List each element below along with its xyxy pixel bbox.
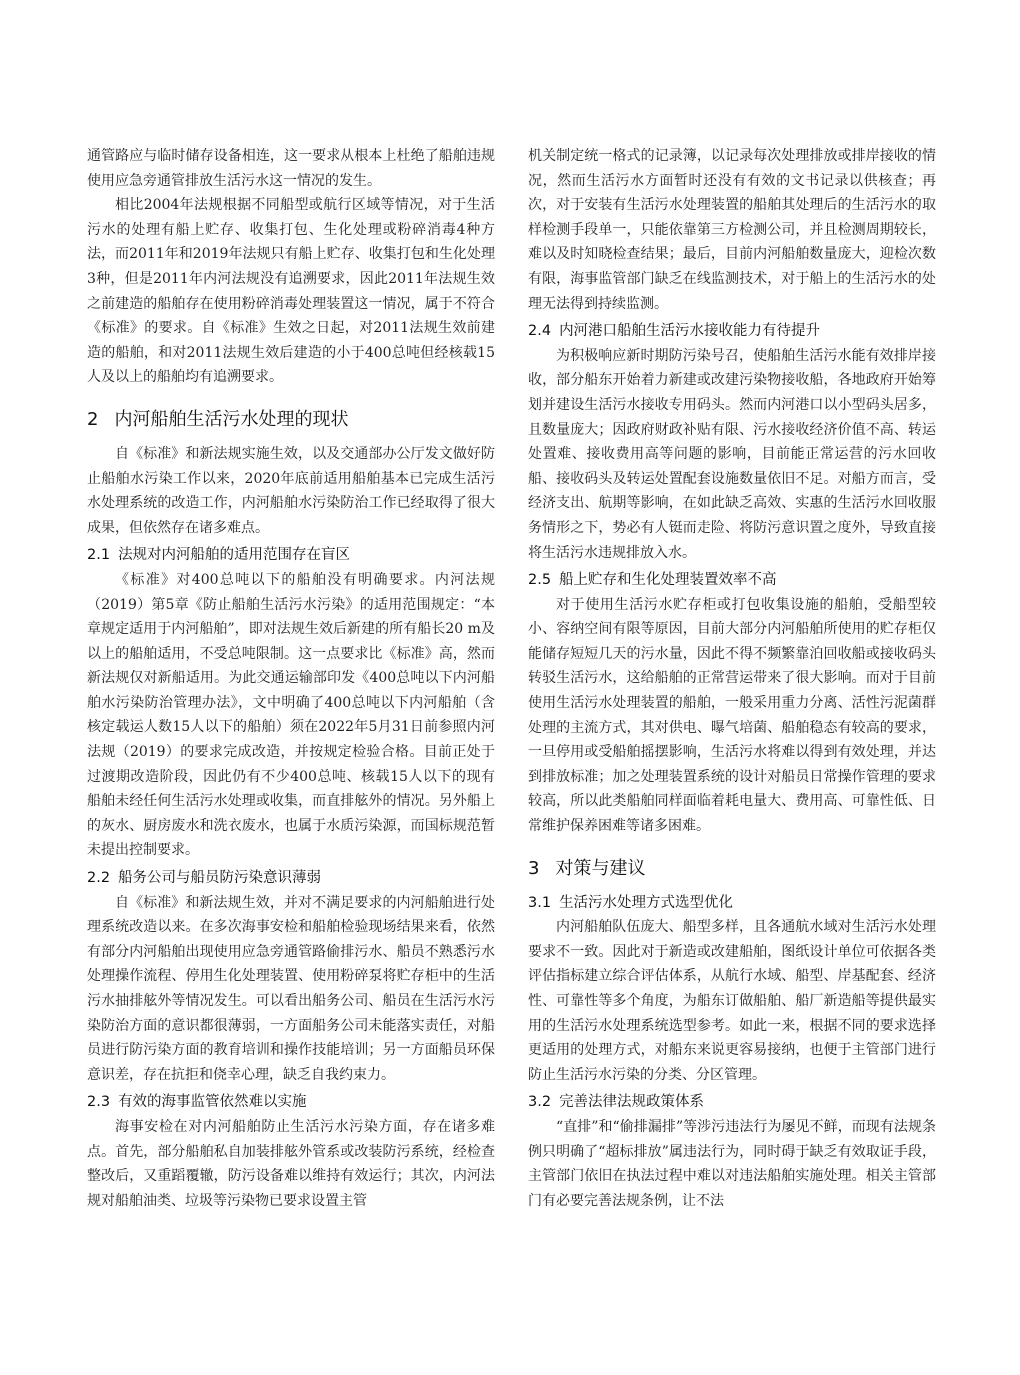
section-number: 2 [87, 408, 99, 430]
section-heading [87, 408, 495, 432]
subsection-title: 生活污水处理方式选型优化 [559, 894, 734, 911]
subsection-title: 完善法律法规政策体系 [559, 1094, 705, 1111]
paragraph: 自《标准》和新法规生效，并对不满足要求的内河船舶进行处理系统改造以来。在多次海事安检和船舶检验现场结果来看，依然有部分内河船舶出现使用应急旁通管路偷排污水、船员不熟悉污水处理操作流程、停用生化处理装置、使用粉碎泵将贮存柜中的生活污水抽排舷外等情况发生。可以看出船务公司、船员在生活污水污染防治方面的意识都很薄弱，一方面船务公司未能落实责任，对船员进行防污染方面的教育培训和操作技能培训；另一方面船员环保意识差，存在抗拒和侥幸心理，缺乏自我约束力。 [87, 894, 495, 1083]
subsection-number: 2.5 [528, 572, 552, 589]
paragraph: 海事安检在对内河船舶防止生活污水污染方面，存在诸多难点。首先，部分船舶私自加装排舷外管系或改装防污系统，经检查整改后，又重蹈覆辙，防污设备难以维持有效运行；其次，内河法规对船舶油类、垃圾等污染物已要求设置主管 [87, 1118, 495, 1209]
subsection-heading [87, 866, 495, 891]
paragraph: 通管路应与临时储存设备相连，这一要求从根本上杜绝了船舶违规使用应急旁通管排放生活污水这一情况的发生。 [87, 148, 495, 189]
subsection-heading [528, 1090, 936, 1115]
paragraph: “直排”和“偷排漏排”等涉污违法行为屡见不鲜，而现有法规条例只明确了“超标排放”属违法行为，同时碍于缺乏有效取证手段，主管部门依旧在执法过程中难以对违法船舶实施处理。相关主管部门有必要完善法规条例，让不法 [528, 1118, 936, 1209]
paragraph: 内河船舶队伍庞大、船型多样，且各通航水域对生活污水处理要求不一致。因此对于新造或改建船舶，图纸设计单位可依据各类评估指标建立综合评估体系，从航行水域、船型、岸基配套、经济性、可靠性等多个角度，为船东订做船舶、船厂新造船等提供最实用的生活污水处理系统选型参考。如此一来，根据不同的要求选择更适用的处理方式，对船东来说更容易接纳，也便于主管部门进行防止生活污水污染的分类、分区管理。 [528, 919, 936, 1083]
section-heading [528, 857, 936, 881]
subsection-number: 2.3 [87, 1094, 111, 1111]
section-title: 对策与建议 [555, 857, 646, 879]
subsection-title: 内河港口船舶生活污水接收能力有待提升 [559, 323, 821, 340]
left-column [87, 144, 495, 1213]
subsection-heading [528, 319, 936, 344]
subsection-heading [528, 568, 936, 593]
subsection-title: 船上贮存和生化处理装置效率不高 [559, 572, 777, 589]
subsection-number: 2.4 [528, 323, 552, 340]
right-column [528, 144, 936, 1213]
paragraph: 自《标准》和新法规实施生效，以及交通部办公厅发文做好防止船舶水污染工作以来，2020年底前适用船舶基本已完成生活污水处理系统的改造工作，内河船舶水污染防治工作已经取得了很大成果，但依然存在诸多难点。 [87, 445, 495, 536]
paragraph: 为积极响应新时期防污染号召，使船舶生活污水能有效排岸接收，部分船东开始着力新建或改建污染物接收船，各地政府开始筹划并建设生活污水接收专用码头。然而内河港口以小型码头居多，且数量庞大；因政府财政补贴有限、污水接收经济价值不高、转运处置难、接收费用高等问题的影响，目前能正常运营的污水回收船、接收码头及转运处置配套设施数量依旧不足。对船方而言，受经济支出、航期等影响，在如此缺乏高效、实惠的生活污水回收服务情形之下，势必有人铤而走险、将防污意识置之度外，导致直接将生活污水违规排放入水。 [528, 347, 936, 561]
subsection-heading [87, 1090, 495, 1115]
subsection-heading [528, 891, 936, 916]
subsection-title: 法规对内河船舶的适用范围存在盲区 [118, 547, 351, 564]
section-title: 内河船舶生活污水处理的现状 [114, 408, 349, 430]
subsection-title: 有效的海事监管依然难以实施 [118, 1094, 307, 1111]
subsection-number: 2.1 [87, 547, 111, 564]
paragraph: 对于使用生活污水贮存柜或打包收集设施的船舶，受船型较小、容纳空间有限等原因，目前大部分内河船舶所使用的贮存柜仅能储存短短几天的污水量，因此不得不频繁靠泊回收船或接收码头转驳生活污水，这给船舶的正常营运带来了很大影响。而对于目前使用生活污水处理装置的船舶，一般采用重力分离、活性污泥菌群处理的主流方式，其对供电、曝气培菌、船舶稳态有较高的要求，一旦停用或受船舶摇摆影响，生活污水将难以得到有效处理，并达到排放标准；加之处理装置系统的设计对船员日常操作管理的要求较高，所以此类船舶同样面临着耗电量大、费用高、可靠性低、日常维护保养困难等诸多困难。 [528, 596, 936, 835]
section-number: 3 [528, 857, 540, 879]
subsection-number: 2.2 [87, 870, 111, 887]
paragraph: 相比2004年法规根据不同船型或航行区域等情况，对于生活污水的处理有船上贮存、收集打包、生化处理或粉碎消毒4种方法，而2011年和2019年法规只有船上贮存、收集打包和生化处理3种，但是2011年内河法规没有追溯要求，因此2011年法规生效之前建造的船舶存在使用粉碎消毒处理装置这一情况，属于不符合《标准》的要求。自《标准》生效之日起，对2011法规生效前建造的船舶，和对2011法规生效后建造的小于400总吨但经核载15人及以上的船舶均有追溯要求。 [87, 197, 495, 386]
subsection-title: 船务公司与船员防污染意识薄弱 [118, 870, 322, 887]
paragraph: 机关制定统一格式的记录簿，以记录每次处理排放或排岸接收的情况，然而生活污水方面暂时还没有有效的文书记录以供核查；再次，对于安装有生活污水处理装置的船舶其处理后的生活污水的取样检测手段单一，只能依靠第三方检测公司，并且检测周期较长，难以及时知晓检查结果；最后，目前内河船舶数量庞大，迎检次数有限，海事监管部门缺乏在线监测技术，对于船上的生活污水的处理无法得到持续监测。 [528, 148, 936, 312]
subsection-heading [87, 543, 495, 568]
paragraph: 《标准》对400总吨以下的船舶没有明确要求。内河法规（2019）第5章《防止船舶生活污水污染》的适用范围规定：“本章规定适用于内河船舶”，即对法规生效后新建的所有船长20 m及以上的船舶适用，不受总吨限制。这一点要求比《标准》高，然而新法规仅对新船适用。为此交通运输部印发《400总吨以下内河船舶水污染防治管理办法》，文中明确了400总吨以下内河船舶（含核定载运人数15人以下的船舶）须在2022年5月31日前参照内河法规（2019）的要求完成改造，并按规定检验合格。目前正处于过渡期改造阶段，因此仍有不少400总吨、核载15人以下的现有船舶未经任何生活污水处理或收集，而直排舷外的情况。另外船上的灰水、厨房废水和洗衣废水，也属于水质污染源，而国标规范暂未提出控制要求。 [87, 571, 495, 859]
subsection-number: 3.1 [528, 894, 552, 911]
subsection-number: 3.2 [528, 1094, 552, 1111]
